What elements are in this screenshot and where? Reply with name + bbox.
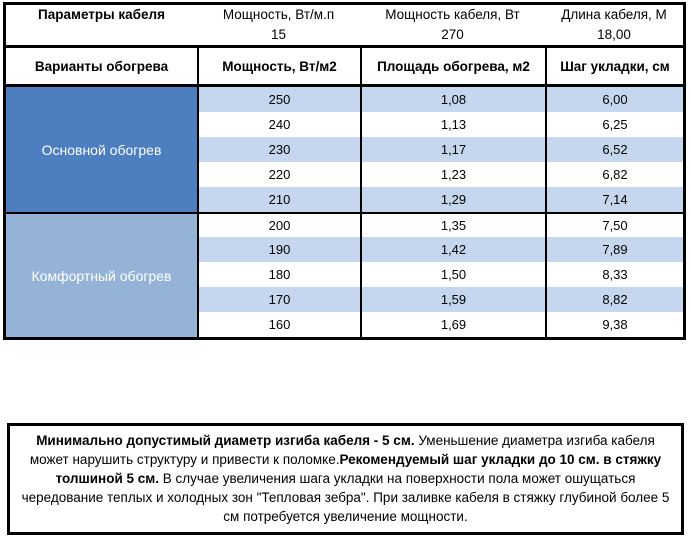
cell-power: 250 xyxy=(197,87,360,112)
cell-area: 1,23 xyxy=(360,162,545,187)
section-main-heating: Основной обогрев xyxy=(6,87,197,212)
cell-power: 170 xyxy=(197,287,360,312)
cell-area: 1,29 xyxy=(360,187,545,212)
cell-area: 1,13 xyxy=(360,112,545,137)
table-body xyxy=(6,87,683,337)
cable-length-label: Длина кабеля, М xyxy=(561,7,667,22)
cell-step: 6,82 xyxy=(545,162,683,187)
note-bend-diameter-bold: Минимально допустимый диаметр изгиба кабеля - 5 см. xyxy=(36,433,415,448)
cable-power-label: Мощность кабеля, Вт xyxy=(385,7,520,22)
cell-step: 9,38 xyxy=(545,312,683,337)
cell-step: 7,89 xyxy=(545,237,683,262)
cell-power: 200 xyxy=(197,212,360,237)
cell-step: 6,25 xyxy=(545,112,683,137)
params-title: Параметры кабеля xyxy=(38,7,165,22)
params-empty-cell xyxy=(6,25,197,45)
cell-power: 180 xyxy=(197,262,360,287)
cell-power: 230 xyxy=(197,137,360,162)
header-variants: Варианты обогрева xyxy=(34,58,169,74)
cell-power: 190 xyxy=(197,237,360,262)
cell-power: 240 xyxy=(197,112,360,137)
cell-area: 1,08 xyxy=(360,87,545,112)
note-zebra-warning-text: В случае увеличения шага укладки на поверхности пола может ошущаться чередование теплых и холодных зон "Тепловая зебра". При заливке кабеля в стяжку глубиной более 5 см потребуется увеличение мощности. xyxy=(21,471,670,524)
table-header-row xyxy=(6,45,683,87)
section-comfort-heating: Комфортный обогрев xyxy=(6,212,197,337)
cell-step: 8,82 xyxy=(545,287,683,312)
cell-area: 1,50 xyxy=(360,262,545,287)
cable-power-value: 270 xyxy=(441,27,464,42)
installation-note-box xyxy=(7,423,684,535)
cell-area: 1,42 xyxy=(360,237,545,262)
cell-power: 220 xyxy=(197,162,360,187)
header-area: Площадь обогрева, м2 xyxy=(360,48,545,84)
cell-area: 1,59 xyxy=(360,287,545,312)
cell-area: 1,35 xyxy=(360,212,545,237)
cell-step: 6,52 xyxy=(545,137,683,162)
power-per-m-value: 15 xyxy=(270,27,287,42)
heating-cable-table xyxy=(3,2,686,340)
cell-step: 7,50 xyxy=(545,212,683,237)
cell-step: 7,14 xyxy=(545,187,683,212)
cable-params-band xyxy=(6,5,683,45)
cell-area: 1,17 xyxy=(360,137,545,162)
power-per-m-label: Мощность, Вт/м.п xyxy=(222,7,335,22)
header-spacing: Шаг укладки, см xyxy=(545,48,683,84)
note-bend-warning-text: Уменьшение диаметра изгиба кабеля может нарушить структуру и привести к поломке. xyxy=(29,433,655,467)
header-power-density: Мощность, Вт/м2 xyxy=(197,48,360,84)
note-recommended-step-bold: Рекомендуемый шаг укладки до 10 см. в стяжку толшиной 5 см. xyxy=(55,452,662,486)
cell-power: 160 xyxy=(197,312,360,337)
cell-power: 210 xyxy=(197,187,360,212)
cell-step: 6,00 xyxy=(545,87,683,112)
cell-step: 8,33 xyxy=(545,262,683,287)
cell-area: 1,69 xyxy=(360,312,545,337)
cable-length-value: 18,00 xyxy=(597,27,631,42)
